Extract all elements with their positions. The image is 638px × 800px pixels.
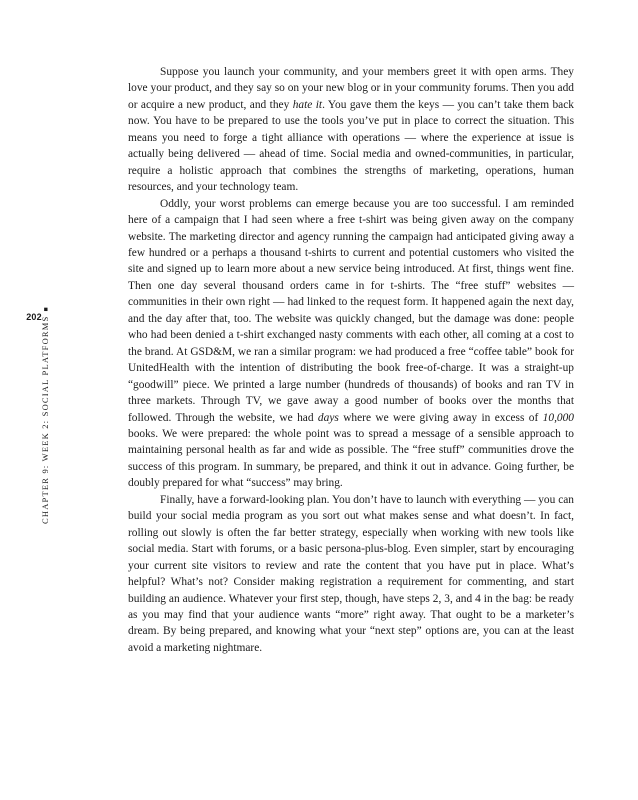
running-head <box>40 306 50 524</box>
running-head-text: CHAPTER 9: WEEK 2: SOCIAL PLATFORMS <box>40 315 50 524</box>
paragraph-1-text-a: Suppose you launch your community, and your members greet it with open arms. They love your product, and they say so on your new blog or in your community forums. Then you add or acquire a new product, and they <box>128 66 574 111</box>
paragraph-2-text-e: books. We were prepared: the whole point was to spread a message of a sensible approach to maintaining personal health as far and wide as possible. The “free stuff” communities drove the success of this program. In summary, be prepared, and think it out in advance. Going further, be doubly prepared for what “success” may bring. <box>128 427 574 490</box>
paragraph-1-emphasis: hate it <box>292 98 323 111</box>
body-text <box>128 64 574 656</box>
paragraph-2-text-c: where we were giving away in excess of <box>338 411 543 424</box>
paragraph-2-emphasis-days: days <box>317 411 339 424</box>
separator-icon: ■ <box>42 306 50 312</box>
paragraph-2-text-a: Oddly, your worst problems can emerge because you are too successful. I am reminded here of a campaign that I had seen where a free t-shirt was being given away on the company website. The marketing director and agency running the campaign had anticipated giving away a few hundred or a perhaps a thousand t-shirts to current and potential customers who visited the site and signed up to learn more about a new service being introduced. At first, things went fine. Then one day several thousand orders came in for t-shirts. The “free stuff” websites — communities in their own right — had linked to the request form. It happened again the next day, and the day after that, too. The website was quickly changed, but the damage was done: people who had been denied a t-shirt exchanged nasty comments with each other, all coming at a cost to the brand. At GSD&M, we ran a similar program: we had produced a free “coffee table” book for UnitedHealth with the intention of distributing the book free-of-charge. It was a straight-up “goodwill” piece. We printed a large number (hundreds of thousands) of books and ran TV in three markets. Through TV, we gave away a good number of books over the months that followed. Through the website, we had <box>128 197 574 424</box>
page-margin-sidebar <box>13 306 53 527</box>
paragraph-2-emphasis-number: 10,000 <box>542 411 574 424</box>
paragraph-2 <box>128 196 574 492</box>
page-number: 202 <box>26 312 42 322</box>
paragraph-3: Finally, have a forward-looking plan. You don’t have to launch with everything — you can build your social media program as you sort out what makes sense and what doesn’t. In fact, rolling out slowly is often the far better strategy, especially when working with new tools like social media. Start with forums, or a basic persona-plus-blog. Even simpler, start by encouraging your current site visitors to review and rate the content that you have put in place. What’s helpful? What’s not? Consider making registration a requirement for commenting, and start building an audience. Whatever your first step, though, have steps 2, 3, and 4 in the bag: be ready as you may find that your audience wants “more” right away. That ought to be a marketer’s dream. By being prepared, and knowing what your “next step” options are, you can at the least avoid a marketing nightmare. <box>128 493 574 654</box>
paragraph-1 <box>128 64 574 196</box>
paragraph-1-text-c: . You gave them the keys — you can’t take them back now. You have to be prepared to use the tools you’ve put in place to correct the situation. This means you need to forge a tight alliance with operations — where the experience at issue is actually being delivered — ahead of time. Social media and owned-communities, in particular, require a holistic approach that combines the strengths of marketing, operations, human resources, and your technology team. <box>128 98 574 194</box>
